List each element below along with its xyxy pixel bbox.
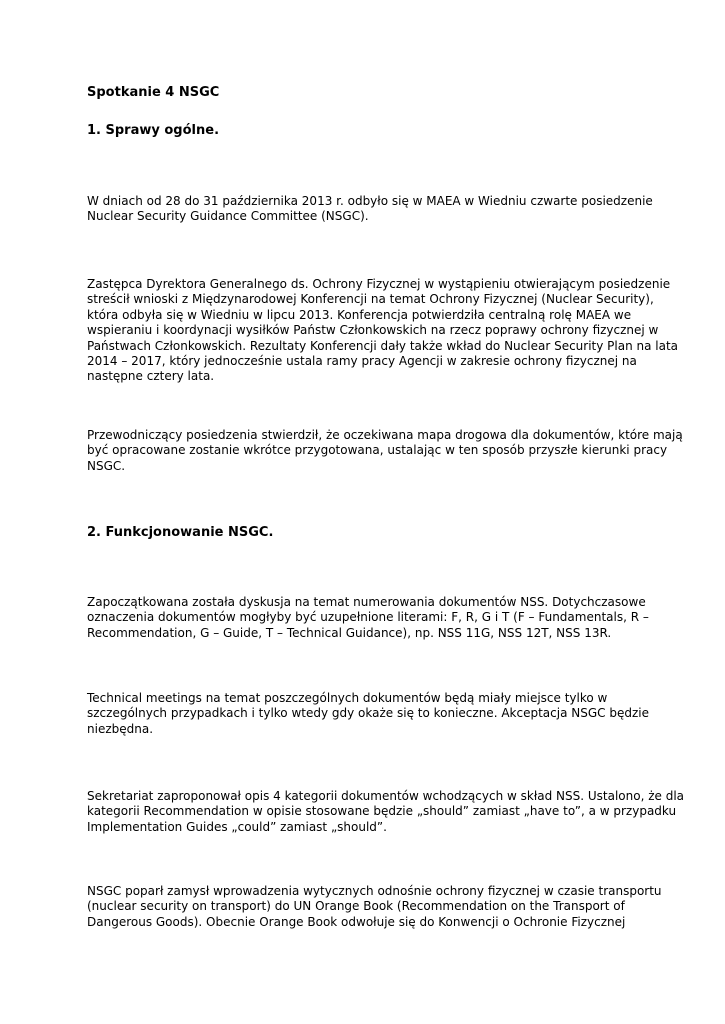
text-line: 2014 – 2017, który jednocześnie ustala ramy pracy Agencji w zakresie ochrony fizycznej na: [87, 354, 637, 369]
text-line: następne cztery lata.: [87, 369, 215, 384]
text-line: NSGC.: [87, 458, 126, 473]
text-line: wspieraniu i koordynacji wysiłków Państw Członkowskich na rzecz poprawy ochrony fizycznej w: [87, 323, 659, 338]
paragraph-chairman: [87, 428, 683, 474]
text-line: NSGC poparł zamysł wprowadzenia wytycznych odnośnie ochrony fizycznej w czasie transportu: [87, 884, 662, 898]
text-line: Recommendation, G – Guide, T – Technical Guidance), np. NSS 11G, NSS 12T, NSS 13R.: [87, 625, 612, 640]
section-heading-functioning: 2. Funkcjonowanie NSGC.: [87, 525, 274, 540]
text-line: oznaczenia dokumentów mogłyby być uzupełnione literami: F, R, G i T (F – Fundamentals, R –: [87, 610, 649, 625]
text-line: być opracowane zostanie wkrótce przygotowana, ustalając w ten sposób przyszłe kierunki pracy: [87, 443, 668, 458]
text-line: Państwach Członkowskich. Rezultaty Konferencji dały także wkład do Nuclear Security Plan na lata: [87, 338, 679, 353]
text-line: kategorii Recommendation w opisie stosowane będzie „should” zamiast „have to”, a w przypadku: [87, 804, 677, 819]
paragraph-transport: [87, 884, 662, 930]
section-heading-general: 1. Sprawy ogólne.: [87, 123, 220, 138]
text-line: która odbyła się w Wiedniu w lipcu 2013. Konferencja potwierdziła centralną rolę MAEA we: [87, 307, 632, 322]
paragraph-secretariat: [87, 789, 684, 835]
paragraph-meeting-dates: [87, 194, 653, 225]
text-line: streścił wnioski z Międzynarodowej Konferencji na temat Ochrony Fizycznej (Nuclear Security),: [87, 292, 654, 307]
text-line: Zastępca Dyrektora Generalnego ds. Ochrony Fizycznej w wystąpieniu otwierającym posiedzenie: [87, 277, 671, 291]
text-line: Dangerous Goods). Obecnie Orange Book odwołuje się do Konwencji o Ochronie Fizycznej: [87, 914, 626, 929]
document-title: Spotkanie 4 NSGC: [87, 85, 220, 100]
text-line: Przewodniczący posiedzenia stwierdził, że oczekiwana mapa drogowa dla dokumentów, które mają: [87, 428, 683, 442]
text-line: Sekretariat zaproponował opis 4 kategorii dokumentów wchodzących w skład NSS. Ustalono, że dla: [87, 789, 684, 803]
text-line: szczególnych przypadkach i tylko wtedy gdy okaże się to konieczne. Akceptacja NSGC będzie: [87, 706, 649, 721]
text-line: Zapoczątkowana została dyskusja na temat numerowania dokumentów NSS. Dotychczasowe: [87, 595, 646, 609]
text-line: (nuclear security on transport) do UN Orange Book (Recommendation on the Transport of: [87, 899, 625, 914]
text-line: Technical meetings na temat poszczególnych dokumentów będą miały miejsce tylko w: [87, 691, 608, 705]
paragraph-deputy-director: [87, 277, 679, 385]
text-line: Nuclear Security Guidance Committee (NSGC).: [87, 209, 369, 224]
paragraph-numbering: [87, 595, 647, 641]
paragraph-technical-meetings: [87, 691, 647, 737]
text-line: Implementation Guides „could” zamiast „should”.: [87, 819, 387, 834]
text-line: W dniach od 28 do 31 października 2013 r. odbyło się w MAEA w Wiedniu czwarte posiedzenie: [87, 194, 653, 208]
text-line: niezbędna.: [87, 721, 154, 736]
